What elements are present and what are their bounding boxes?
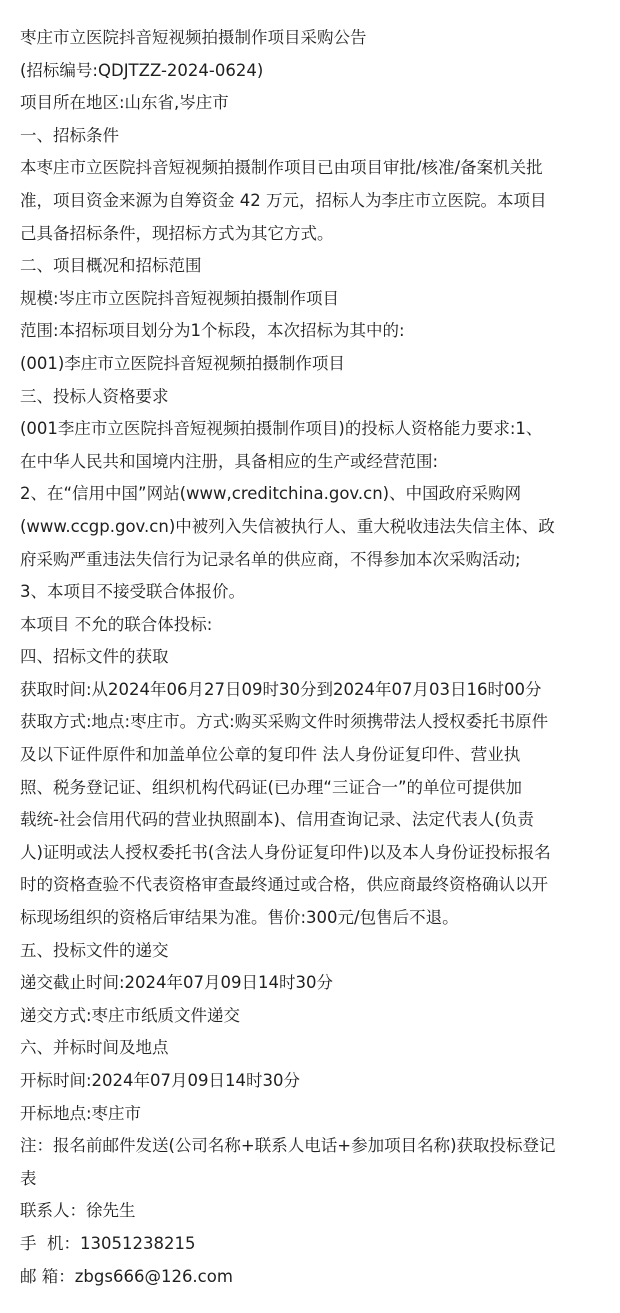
paragraph-line: 时的资格查验不代表资格审查最终通过或合格，供应商最终资格确认以开 (20, 875, 548, 895)
paragraph-line: 及以下证件原件和加盖单位公章的复印件 法人身份证复印件、营业执 (20, 745, 521, 765)
paragraph-line: 府采购严重违法失信行为记录名单的供应商，不得参加本次采购活动; (20, 549, 521, 569)
paragraph-line: (www.ccgp.gov.cn)中被列入失信被执行人、重大税收违法失信主体、政 (20, 516, 555, 536)
paragraph-line: 递交截止时间:2024年07月09日14时30分 (20, 973, 334, 993)
section-heading-documents: 四、招标文件的获取 (20, 647, 169, 667)
paragraph-line: 照、税务登记证、组织机构代码证(已办理“三证合一”的单位可提供加 (20, 777, 523, 797)
paragraph-line: 准，项目资金来源为自筹资金 42 万元，招标人为李庄市立医院。本项目 (20, 190, 547, 210)
paragraph-line: 规模:岑庄市立医院抖音短视频拍摄制作项目 (20, 288, 340, 308)
project-region: 项目所在地区:山东省,岑庄市 (20, 93, 229, 113)
paragraph-line: 载统-社会信用代码的营业执照副本)、信用查询记录、法定代表人(负责 (20, 810, 534, 830)
contact-phone: 手 机：13051238215 (20, 1233, 196, 1253)
paragraph-line: 本枣庄市立医院抖音短视频拍摄制作项目已由项目审批/核准/备案机关批 (20, 158, 543, 178)
paragraph-line: (001李庄市立医院抖音短视频拍摄制作项目)的投标人资格能力要求:1、 (20, 419, 543, 439)
paragraph-line: 范围:本招标项目划分为1个标段，本次招标为其中的: (20, 321, 405, 341)
paragraph-line: 3、本项目不接受联合体报价。 (20, 582, 245, 602)
section-heading-conditions: 一、招标条件 (20, 125, 119, 145)
section-heading-overview: 二、项目概况和招标范围 (20, 256, 202, 276)
paragraph-line: 递交方式:枣庄市纸质文件递交 (20, 1005, 241, 1025)
paragraph-line: 开标地点:枣庄市 (20, 1103, 142, 1123)
tender-number: (招标编号:QDJTZZ-2024-0624) (20, 60, 264, 80)
notice-title: 枣庄市立医院抖音短视频拍摄制作项目采购公告 (20, 28, 367, 47)
paragraph-line: 己具备招标条件，现招标方式为其它方式。 (20, 223, 334, 243)
contact-person: 联系人：徐先生 (20, 1201, 136, 1221)
paragraph-line: 在中华人民共和国境内注册，具备相应的生产或经营范围: (20, 451, 439, 471)
section-heading-submission: 五、投标文件的递交 (20, 940, 169, 960)
paragraph-line: 标现场组织的资格后审结果为准。售价:300元/包售后不退。 (20, 908, 459, 928)
paragraph-line: 本项目 不允的联合体投标: (20, 614, 213, 634)
paragraph-line: 获取方式:地点:枣庄市。方式:购买采购文件时须携带法人授权委托书原件 (20, 712, 549, 732)
section-heading-qualification: 三、投标人资格要求 (20, 386, 169, 406)
paragraph-line: 注：报名前邮件发送(公司名称+联系人电话+参加项目名称)获取投标登记 (20, 1136, 556, 1156)
paragraph-line: 人)证明或法人授权委托书(含法人身份证复印件)以及本人身份证投标报名 (20, 842, 551, 862)
contact-email: 邮 箱：zbgs666@126.com (20, 1266, 233, 1286)
section-heading-opening: 六、并标时间及地点 (20, 1038, 169, 1058)
paragraph-line: 表 (20, 1168, 37, 1188)
paragraph-line: 开标时间:2024年07月09日14时30分 (20, 1071, 301, 1090)
paragraph-line: 获取时间:从2024年06月27日09时30分到2024年07月03日16时00分 (20, 679, 542, 699)
paragraph-line: (001)李庄市立医院抖音短视频拍摄制作项目 (20, 353, 345, 373)
paragraph-line: 2、在“信用中国”网站(www,creditchina.gov.cn)、中国政府采购网 (20, 484, 522, 504)
